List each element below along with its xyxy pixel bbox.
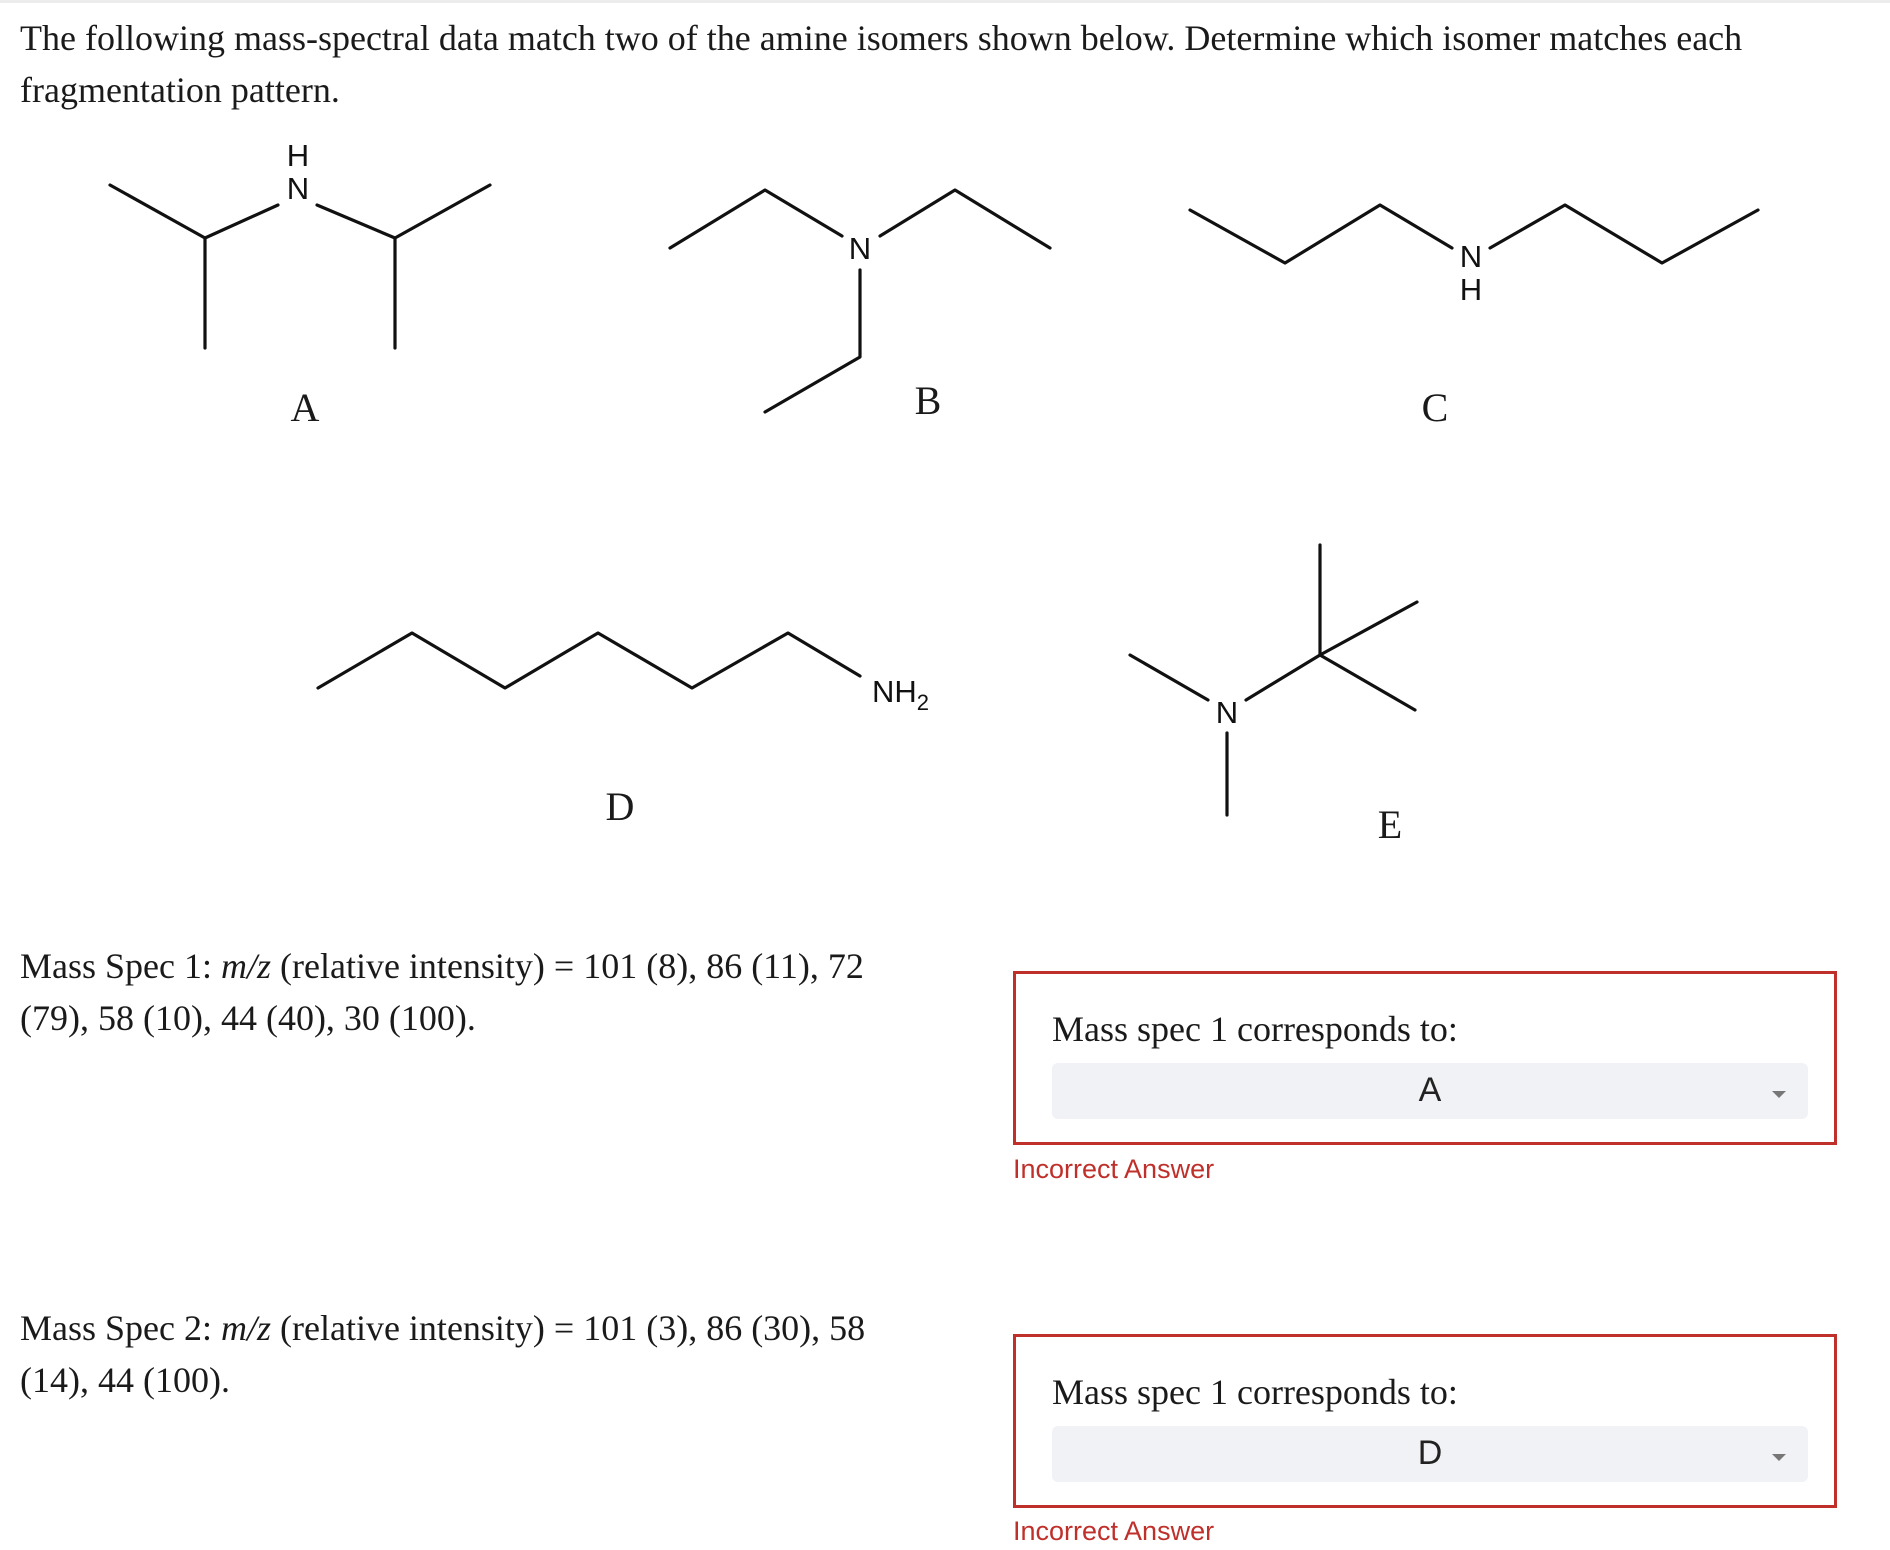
atom-n-a: N <box>286 171 310 206</box>
answer-box-1 <box>1013 971 1837 1145</box>
nh-text: NH <box>872 674 917 709</box>
mass-spec-2-mz: m/z <box>221 1308 272 1348</box>
atom-n-b: N <box>848 231 872 266</box>
structure-c <box>1190 205 1758 430</box>
mass-spec-1-data: (relative intensity) = 101 (8), 86 (11), 72 (79), 58 (10), 44 (40), 30 (100). <box>20 946 864 1038</box>
answer-prompt-2: Mass spec 1 corresponds to: <box>1052 1372 1458 1412</box>
label-d: D <box>605 784 635 829</box>
feedback-incorrect-1: Incorrect Answer <box>1013 1154 1215 1184</box>
label-a: A <box>290 385 320 430</box>
label-e: E <box>1377 802 1403 847</box>
atom-n-c: N <box>1459 239 1483 274</box>
label-c: C <box>1421 385 1449 430</box>
feedback-incorrect-2: Incorrect Answer <box>1013 1516 1215 1546</box>
structure-e <box>1130 545 1417 847</box>
mass-spec-1-text <box>20 940 880 1044</box>
chevron-down-icon <box>1772 1454 1786 1461</box>
structure-a <box>110 138 490 430</box>
subscript-2: 2 <box>916 690 930 715</box>
answer-select-1-value: A <box>1418 1071 1442 1109</box>
mass-spec-1-mz: m/z <box>221 946 272 986</box>
atom-nh2-d <box>872 674 929 715</box>
answer-select-2-value: D <box>1417 1434 1443 1472</box>
answer-box-2 <box>1013 1334 1837 1508</box>
answer-select-1[interactable] <box>1052 1063 1808 1119</box>
question-text: The following mass-spectral data match two of the amine isomers shown below. Determine which isomer matches each fragmentation pattern. <box>20 18 1743 110</box>
mass-spec-2-prefix: Mass Spec 2: <box>20 1308 221 1348</box>
structure-d <box>318 633 929 829</box>
atom-h-c: H <box>1459 272 1483 307</box>
mass-spec-1-prefix: Mass Spec 1: <box>20 946 221 986</box>
atom-n-e: N <box>1215 695 1239 730</box>
label-b: B <box>914 378 942 423</box>
mass-spec-2-text <box>20 1302 880 1406</box>
answer-prompt-1: Mass spec 1 corresponds to: <box>1052 1009 1458 1049</box>
structure-b <box>670 190 1050 423</box>
answer-select-2[interactable] <box>1052 1426 1808 1482</box>
atom-h-a: H <box>286 138 310 173</box>
chevron-down-icon <box>1772 1091 1786 1098</box>
mass-spec-2-data: (relative intensity) = 101 (3), 86 (30), 58 (14), 44 (100). <box>20 1308 866 1400</box>
